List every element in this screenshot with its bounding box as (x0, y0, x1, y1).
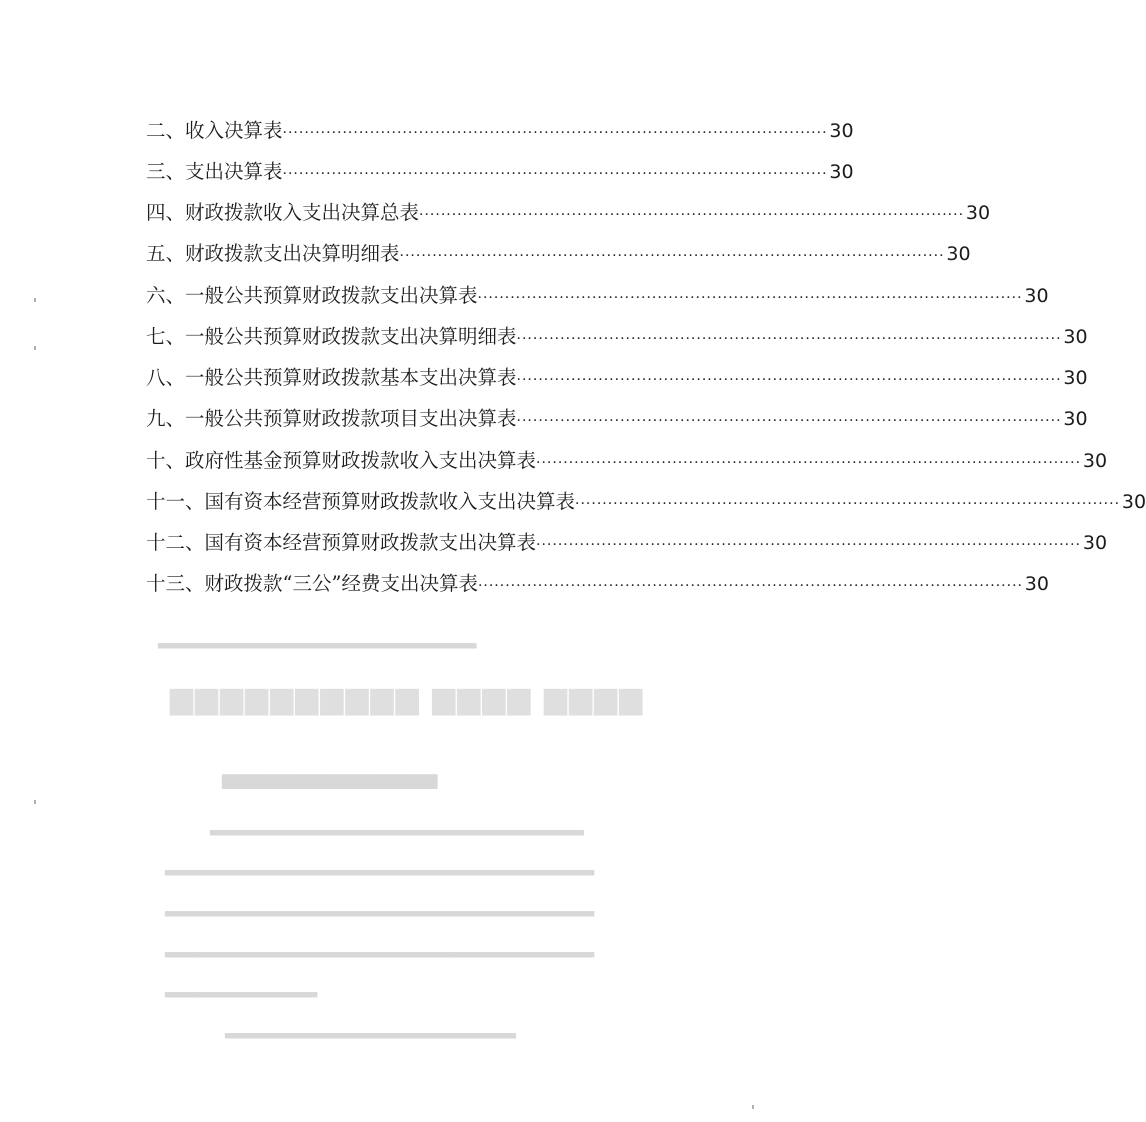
reverse-side-show-through: ▂▂▂▂▂▂▂▂▂▂▂▂▂▂▂▂▂▂▂▂▂▂▂▂▂▂▂ (210, 815, 584, 836)
reverse-side-show-through: ▂▂▂▂▂▂▂▂▂▂▂▂▂▂▂▂▂▂▂▂▂▂▂▂▂▂▂▂▂▂▂ (165, 855, 595, 876)
reverse-side-show-through: ▂▂▂▂▂▂▂▂▂▂▂▂▂▂▂▂▂▂▂▂▂▂▂▂▂▂▂▂▂▂▂ (165, 896, 595, 917)
toc-entry-label: 五、财政拨款支出决算明细表 (146, 242, 400, 265)
reverse-side-show-through: ▂▂▂▂▂▂▂▂▂▂▂ (165, 977, 318, 998)
reverse-side-show-through: ▂▂▂▂▂▂▂▂▂▂▂▂▂▂▂▂▂▂▂▂▂ (225, 1018, 516, 1039)
toc-entry (146, 116, 854, 146)
toc-leader-dots: ···································································································· (536, 537, 1082, 553)
toc-entry (146, 404, 1088, 434)
toc-entry-label: 十二、国有资本经营预算财政拨款支出决算表 (146, 531, 537, 554)
toc-leader-dots: ···································································································· (282, 125, 828, 141)
toc-entry-label: 八、一般公共预算财政拨款基本支出决算表 (146, 366, 517, 389)
toc-leader-dots: ···································································································· (419, 207, 965, 223)
reverse-side-show-through: ▂▂▂▂▂▂▂▂▂▂▂▂▂▂▂▂▂▂▂▂▂▂▂ (158, 628, 477, 649)
toc-entry-label: 七、一般公共预算财政拨款支出决算明细表 (146, 325, 517, 348)
toc-leader-dots: ···································································································· (516, 372, 1062, 388)
scan-margin-mark (34, 346, 36, 350)
toc-entry-page: 30 (1082, 450, 1108, 472)
toc-leader-dots: ···································································································· (575, 496, 1121, 512)
toc-entry-label: 十、政府性基金预算财政拨款收入支出决算表 (146, 449, 537, 472)
toc-leader-dots: ···································································································· (399, 248, 945, 264)
toc-entry-label: 十一、国有资本经营预算财政拨款收入支出决算表 (146, 490, 576, 513)
reverse-side-show-through: ▅▅▅▅▅▅▅▅▅▅▅▅▅▅ (222, 765, 438, 789)
toc-entry-label: 九、一般公共预算财政拨款项目支出决算表 (146, 407, 517, 430)
toc-entry-label: 六、一般公共预算财政拨款支出决算表 (146, 284, 478, 307)
toc-entry-page: 30 (1121, 491, 1146, 513)
toc-leader-dots: ···································································································· (477, 578, 1023, 594)
toc-entry-page: 30 (1063, 408, 1088, 430)
scan-margin-mark (752, 1105, 754, 1109)
toc-entry-page: 30 (1063, 367, 1088, 389)
toc-leader-dots: ···································································································· (516, 331, 1062, 347)
toc-entry (146, 322, 1088, 352)
toc-entry (146, 487, 1146, 517)
toc-leader-dots: ···································································································· (536, 455, 1082, 471)
toc-leader-dots: ···································································································· (282, 166, 828, 182)
scan-margin-mark (34, 298, 36, 302)
toc-entry (146, 363, 1088, 393)
toc-entry (146, 198, 991, 228)
reverse-side-show-through: ▂▂▂▂▂▂▂▂▂▂▂▂▂▂▂▂▂▂▂▂▂▂▂▂▂▂▂▂▂▂▂ (165, 937, 595, 958)
toc-entry-page: 30 (1082, 532, 1108, 554)
toc-entry-label: 三、支出决算表 (146, 160, 283, 183)
toc-entry (146, 569, 1049, 599)
toc-leader-dots: ···································································································· (516, 413, 1062, 429)
toc-entry-page: 30 (1024, 573, 1049, 595)
toc-entry-page: 30 (829, 120, 854, 142)
toc-entry-page: 30 (829, 161, 854, 183)
toc-entry-label: 十三、财政拨款“三公”经费支出决算表 (146, 572, 478, 595)
toc-entry (146, 281, 1049, 311)
toc-entry-page: 30 (965, 202, 991, 224)
toc-entry (146, 446, 1108, 476)
toc-leader-dots: ···································································································· (477, 290, 1023, 306)
reverse-side-show-through: ▆▆▆▆ ▆▆▆▆ ▆▆▆▆▆▆▆▆▆▆ (168, 681, 643, 716)
toc-entry-page: 30 (1024, 285, 1049, 307)
toc-entry (146, 157, 854, 187)
scan-margin-mark (34, 800, 36, 804)
toc-entry (146, 528, 1108, 558)
toc-entry-page: 30 (946, 243, 971, 265)
toc-entry (146, 239, 971, 269)
toc-entry-label: 二、收入决算表 (146, 119, 283, 142)
toc-entry-page: 30 (1063, 326, 1088, 348)
toc-entry-label: 四、财政拨款收入支出决算总表 (146, 201, 420, 224)
